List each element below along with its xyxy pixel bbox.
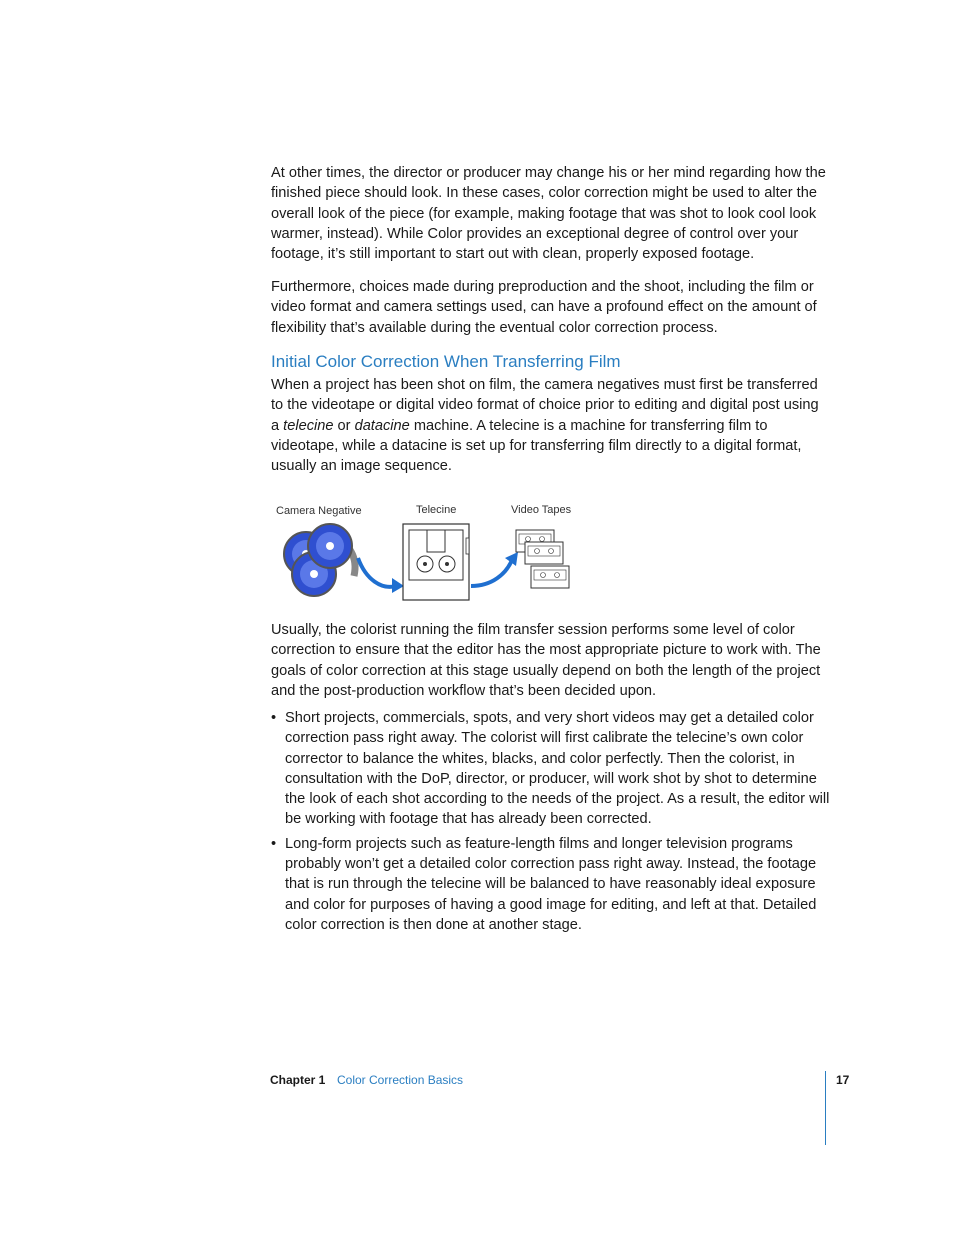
body-paragraph: Usually, the colorist running the film transfer session performs some level of color correction to ensure that the editor has the most appropriate picture to work with. The goals of color correction at this stage usually depend on both the length of the project and the post-production workflow that’s been decided upon.: [271, 622, 821, 699]
video-tapes-icon: [516, 530, 569, 588]
body-paragraph: Furthermore, choices made during preproduction and the shoot, including the film or video format and camera settings used, can have a profound effect on the amount of flexibility that’s available during the eventual color correction process.: [271, 279, 817, 336]
text-run: When a project has been shot on film, the camera negatives must first be transferred to the videotape or digital video format of choice prior to editing and digital post using a: [271, 377, 819, 434]
arrow-icon: [358, 558, 404, 593]
footer-chapter-label: Chapter 1: [270, 1073, 326, 1087]
list-item-text: Long-form projects such as feature-length films and longer television programs probably won’t get a detailed color correction pass right away. Instead, the footage that is run through the telecine will be balanced to have reasonably ideal exposure and color for purposes of having a good image for editing, and left at that. Detailed color correction is then done at another stage.: [285, 835, 817, 933]
term-telecine: telecine: [283, 417, 334, 434]
list-item-text: Short projects, commercials, spots, and very short videos may get a detailed color correction pass right away. The colorist will first calibrate the telecine’s own color corrector to balance the whites, blacks, and color perfectly. Then the colorist, in consultation with the DoP, director, or producer, will work shot by shot to determine the look of each shot according to the needs of the project. As a result, the editor will be working with footage that has already been corrected.: [285, 710, 830, 828]
label-telecine: Telecine: [416, 504, 457, 516]
text-run: machine. A telecine is a machine for transferring film to videotape, while a datacine is set up for transferring film directly to a digital format, usually an image sequence.: [271, 417, 802, 475]
footer-chapter-title: Color Correction Basics: [337, 1073, 464, 1087]
label-video-tapes: Video Tapes: [511, 504, 572, 516]
footer-divider: [825, 1071, 826, 1145]
arrow-icon: [471, 552, 518, 586]
telecine-diagram: [270, 498, 580, 604]
telecine-machine-icon: [403, 524, 469, 600]
bullet-list: [271, 708, 831, 939]
list-item: [271, 834, 831, 935]
body-paragraph: [271, 375, 827, 476]
film-reels-icon: [284, 524, 355, 596]
bullet-marker: •: [271, 835, 277, 852]
body-paragraph: At other times, the director or producer may change his or her mind regarding how the finished piece should look. In these cases, color correction might be used to alter the overall look of the piece (for example, making footage that was shot to look cool look warmer, instead). While Color provides an exceptional degree of control over your footage, it’s still important to start out with clean, properly exposed footage.: [271, 165, 826, 263]
section-heading: Initial Color Correction When Transferring Film: [271, 352, 621, 371]
term-datacine: datacine: [354, 417, 410, 434]
label-camera-negative: Camera Negative: [276, 505, 362, 517]
page-number: 17: [836, 1073, 850, 1087]
bullet-marker: •: [271, 710, 277, 726]
list-item: [271, 708, 831, 830]
text-run: or: [333, 417, 355, 434]
